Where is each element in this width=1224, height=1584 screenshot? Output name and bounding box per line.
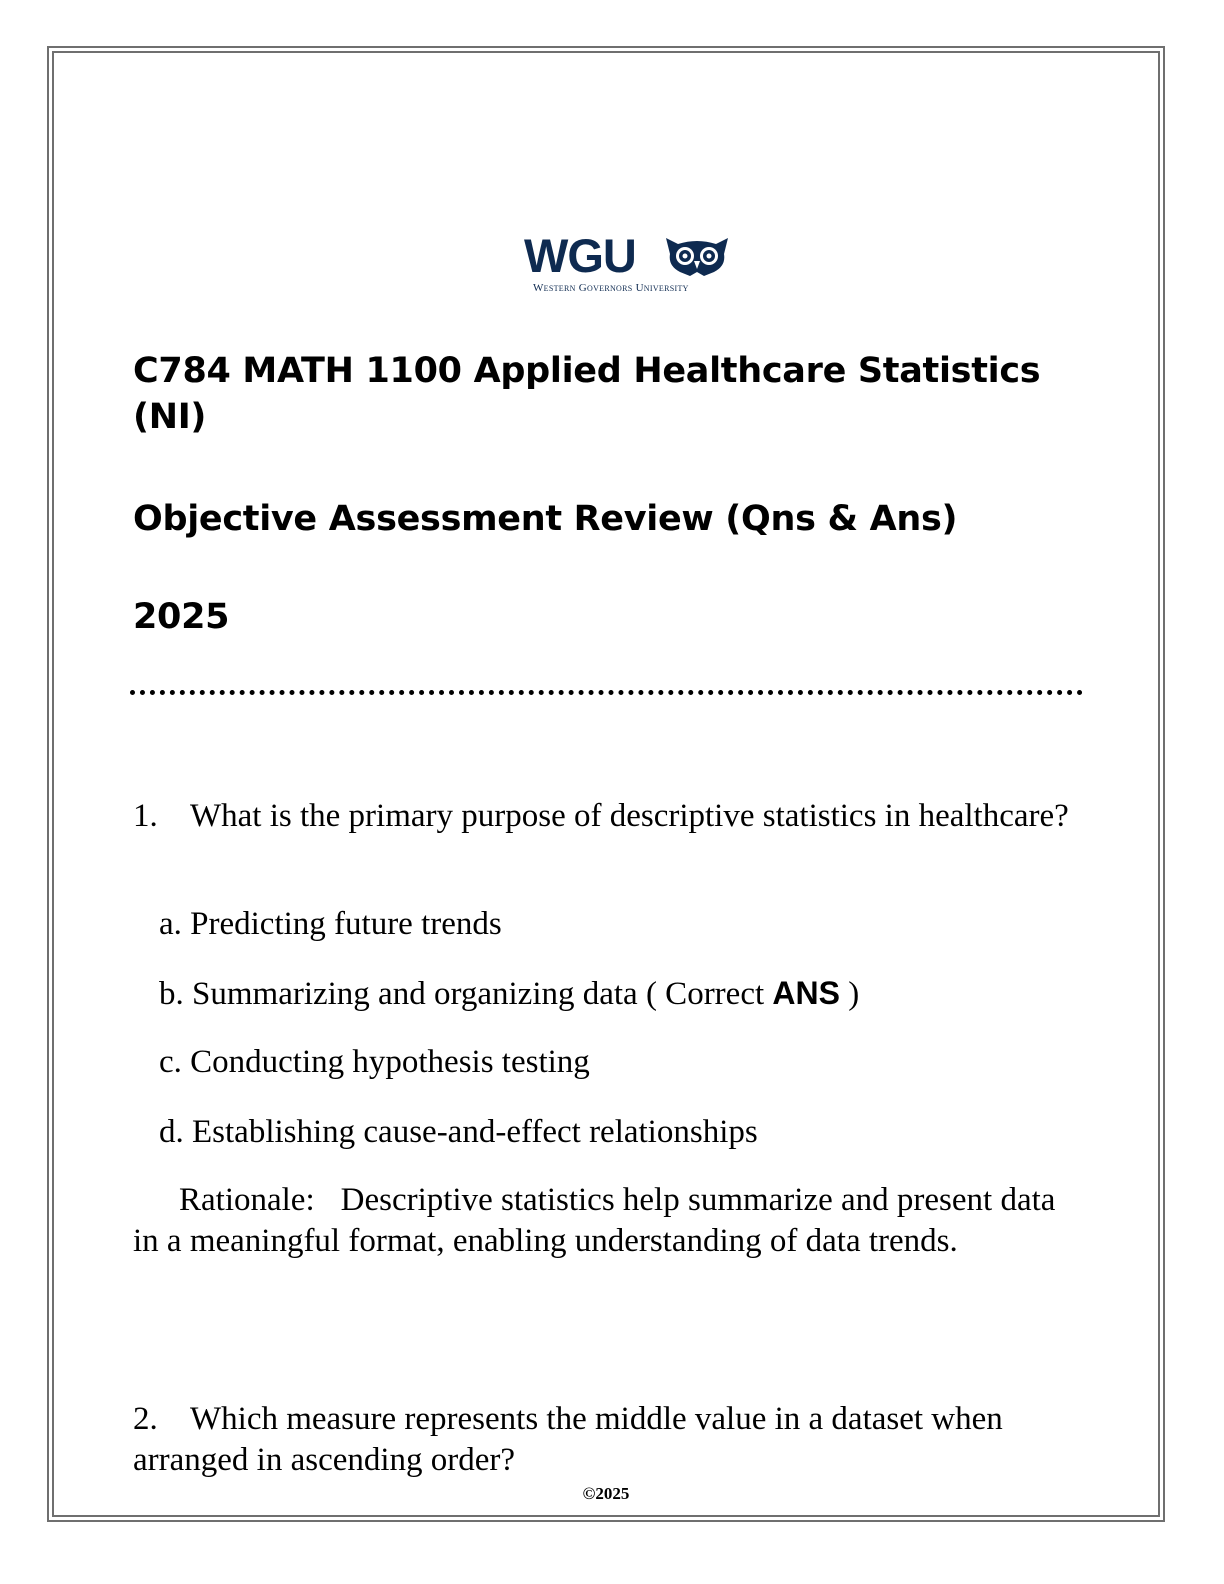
logo-subtitle: Western Governors University [533,282,689,294]
option-a: a. Predicting future trends [159,906,502,942]
question-number: 2. [133,1401,158,1437]
rationale-text: Descriptive statistics help summarize and present data in a meaningful format, enabling understanding of data trends. [133,1182,1056,1259]
question-1 [133,796,1083,837]
question-text: What is the primary purpose of descriptive statistics in healthcare? [190,798,1069,834]
option-d: d. Establishing cause-and-effect relationships [159,1114,758,1150]
correct-answer-tag: ANS [772,975,840,1011]
option-c: c. Conducting hypothesis testing [159,1044,590,1080]
option-b [159,973,859,1015]
question-2 [133,1399,1083,1481]
owl-icon [664,234,730,278]
rationale [133,1180,1083,1262]
wgu-logo [524,229,734,296]
logo-wordmark: WGU [524,229,636,282]
document-subtitle: Objective Assessment Review (Qns & Ans) [133,499,958,539]
copyright-footer: ©2025 [582,1484,630,1503]
question-number: 1. [133,798,158,834]
question-text: Which measure represents the middle value in a dataset when arranged in ascending order? [133,1401,1003,1478]
document-year: 2025 [133,597,230,637]
option-b-text: b. Summarizing and organizing data ( Correct [159,976,773,1012]
dotted-divider [130,690,1083,695]
document-title: C784 MATH 1100 Applied Healthcare Statistics (NI) [133,351,1041,437]
rationale-label: Rationale: [179,1182,315,1218]
option-b-close: ) [839,976,860,1012]
